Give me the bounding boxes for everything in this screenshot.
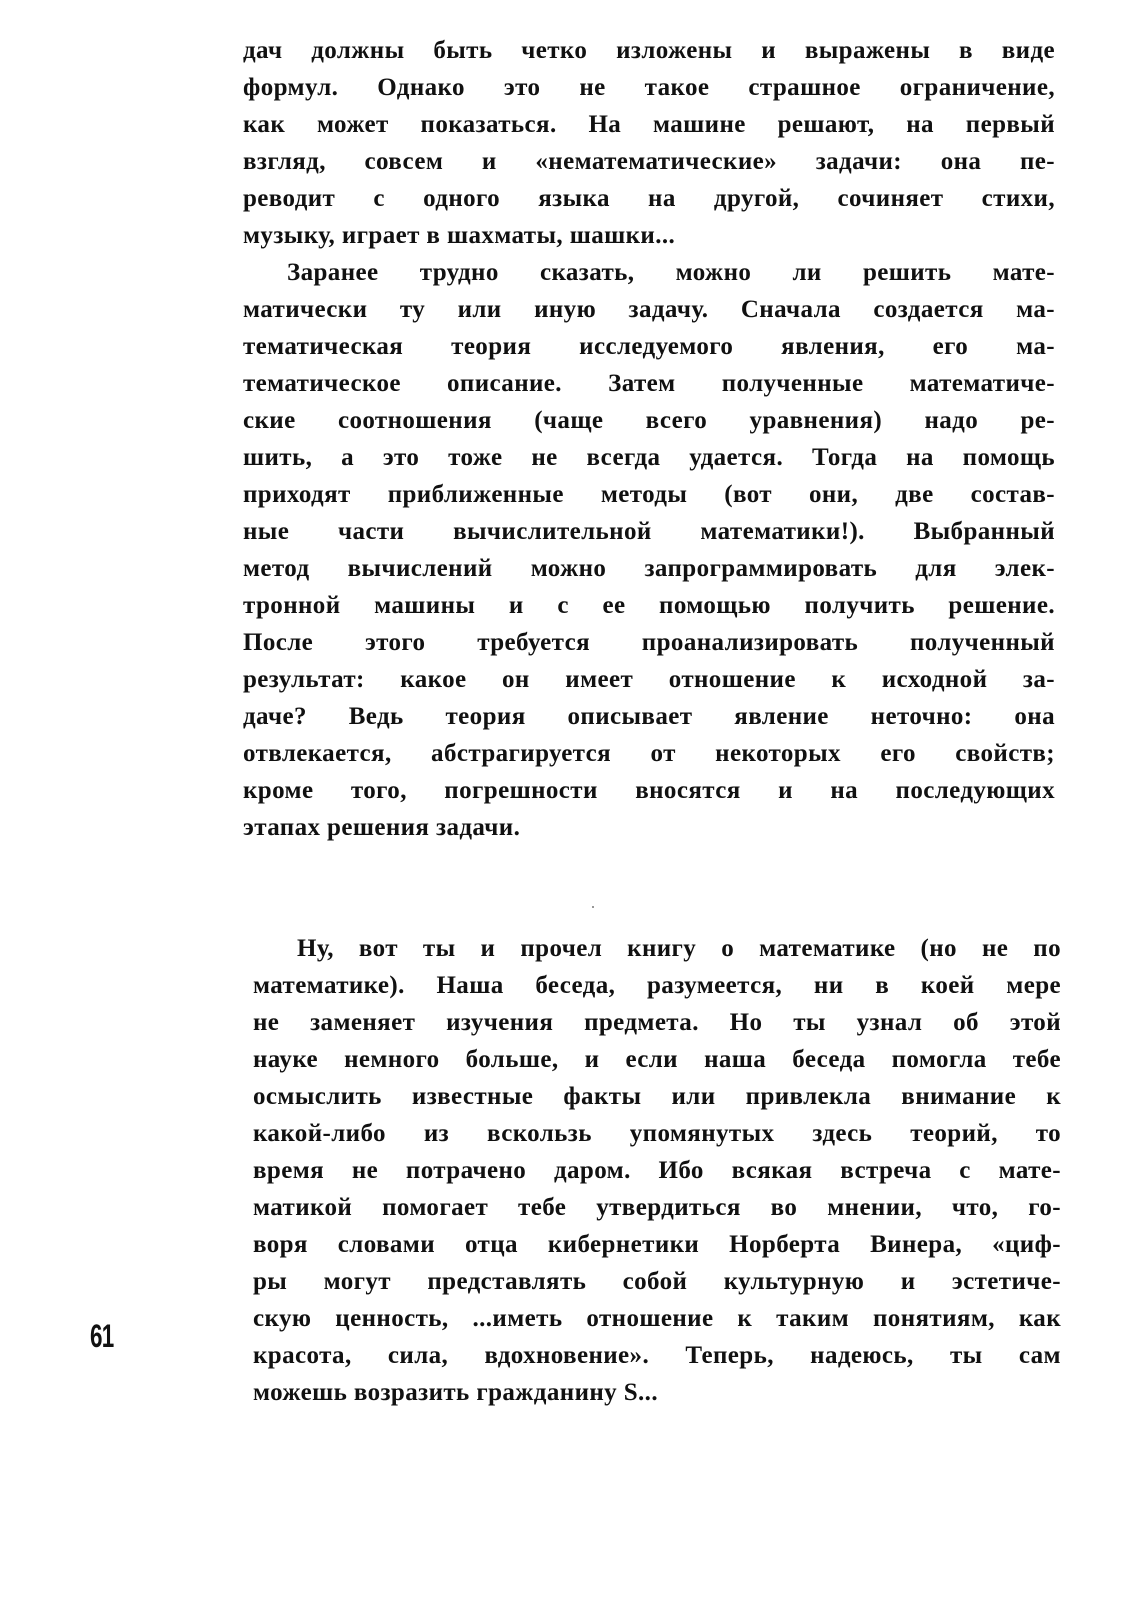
paragraph-2: [243, 254, 1055, 846]
text-line: даче? Ведь теория описывает явление неточно: она: [243, 703, 1055, 730]
text-line: как может показаться. На машине решают, на первый: [243, 111, 1055, 138]
text-line: скую ценность, ...иметь отношение к таким понятиям, как: [253, 1305, 1061, 1332]
text-line: математике). Наша беседа, разумеется, ни в коей мере: [253, 972, 1061, 999]
text-line: какой-либо из вскользь упомянутых здесь теорий, то: [253, 1120, 1061, 1147]
text-line: метод вычислений можно запрограммировать для элек-: [243, 555, 1055, 582]
text-line: этапах решения задачи.: [243, 814, 521, 841]
text-line: Ну, вот ты и прочел книгу о математике (но не по: [297, 935, 1061, 962]
text-line: реводит с одного языка на другой, сочиняет стихи,: [243, 185, 1055, 212]
text-line: приходят приближенные методы (вот они, две состав-: [243, 481, 1055, 508]
text-line: формул. Однако это не такое страшное ограничение,: [243, 74, 1055, 101]
text-line: результат: какое он имеет отношение к исходной за-: [243, 666, 1055, 693]
text-line: Заранее трудно сказать, можно ли решить мате-: [287, 259, 1055, 286]
text-line: ские соотношения (чаще всего уравнения) надо ре-: [243, 407, 1055, 434]
text-line: отвлекается, абстрагируется от некоторых его свойств;: [243, 740, 1055, 767]
text-line: шить, а это тоже не всегда удается. Тогда на помощь: [243, 444, 1055, 471]
closing-paragraph: [253, 930, 1061, 1411]
text-line: дач должны быть четко изложены и выражены в виде: [243, 37, 1055, 64]
text-line: тематическая теория исследуемого явления, его ма-: [243, 333, 1055, 360]
text-line: кроме того, погрешности вносятся и на последующих: [243, 777, 1055, 804]
text-line: можешь возразить гражданину S...: [253, 1379, 658, 1406]
text-line: не заменяет изучения предмета. Но ты узнал об этой: [253, 1009, 1061, 1036]
print-speck: [592, 906, 594, 908]
text-line: тронной машины и с ее помощью получить решение.: [243, 592, 1055, 619]
text-line: музыку, играет в шахматы, шашки...: [243, 222, 676, 249]
text-line: взгляд, совсем и «нематематические» задачи: она пе-: [243, 148, 1055, 175]
text-line: После этого требуется проанализировать полученный: [243, 629, 1055, 656]
text-line: науке немного больше, и если наша беседа помогла тебе: [253, 1046, 1061, 1073]
top-text-block: [243, 32, 1055, 846]
text-line: ные части вычислительной математики!). Выбранный: [243, 518, 1055, 545]
closing-text-block: [253, 930, 1061, 1411]
text-line: воря словами отца кибернетики Норберта Винера, «циф-: [253, 1231, 1061, 1258]
text-line: тематическое описание. Затем полученные математиче-: [243, 370, 1055, 397]
text-line: ры могут представлять собой культурную и эстетиче-: [253, 1268, 1061, 1295]
text-line: матически ту или иную задачу. Сначала создается ма-: [243, 296, 1055, 323]
text-line: красота, сила, вдохновение». Теперь, надеюсь, ты сам: [253, 1342, 1061, 1369]
paragraph-1: [243, 32, 1055, 254]
text-line: матикой помогает тебе утвердиться во мнении, что, го-: [253, 1194, 1061, 1221]
text-line: время не потрачено даром. Ибо всякая встреча с мате-: [253, 1157, 1061, 1184]
page-number: 61: [90, 1318, 114, 1354]
text-line: осмыслить известные факты или привлекла внимание к: [253, 1083, 1061, 1110]
